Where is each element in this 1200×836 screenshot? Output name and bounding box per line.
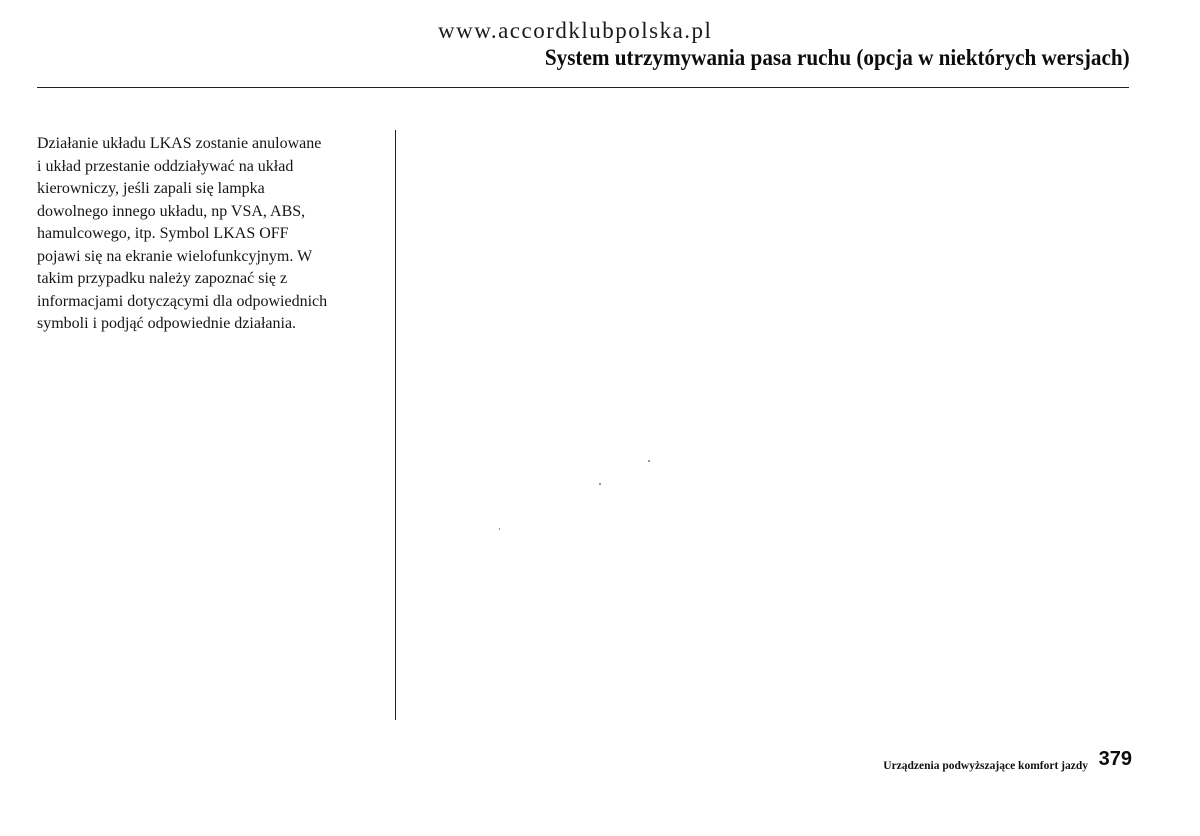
scan-speck xyxy=(648,460,650,462)
header-rule xyxy=(37,87,1129,88)
paragraph-line: pojawi się na ekranie wielofunkcyjnym. W xyxy=(37,247,313,265)
paragraph-line: symboli i podjąć odpowiednie działania. xyxy=(37,315,297,332)
paragraph-line: takim przypadku należy zapoznać się z xyxy=(37,270,288,287)
paragraph-line: i układ przestanie oddziaływać na układ xyxy=(37,157,294,175)
page-number: 379 xyxy=(1098,748,1132,770)
scan-speck xyxy=(599,483,601,485)
paragraph-line: kierowniczy, jeśli zapali się lampka xyxy=(37,180,265,197)
paragraph-line: hamulcowego, itp. Symbol LKAS OFF xyxy=(37,225,289,242)
watermark-url: www.accordklubpolska.pl xyxy=(438,18,713,43)
paragraph-line: Działanie układu LKAS zostanie anulowane xyxy=(37,135,322,152)
scan-speck xyxy=(499,528,500,530)
section-title: System utrzymywania pasa ruchu (opcja w niektórych wersjach) xyxy=(545,45,1130,70)
paragraph-line: informacjami dotyczącymi dla odpowiednich xyxy=(37,292,328,310)
column-divider xyxy=(395,130,396,720)
footer-section-label: Urządzenia podwyższające komfort jazdy xyxy=(883,760,1088,772)
paragraph-line: dowolnego innego układu, np VSA, ABS, xyxy=(37,202,306,220)
body-paragraph xyxy=(37,133,382,336)
